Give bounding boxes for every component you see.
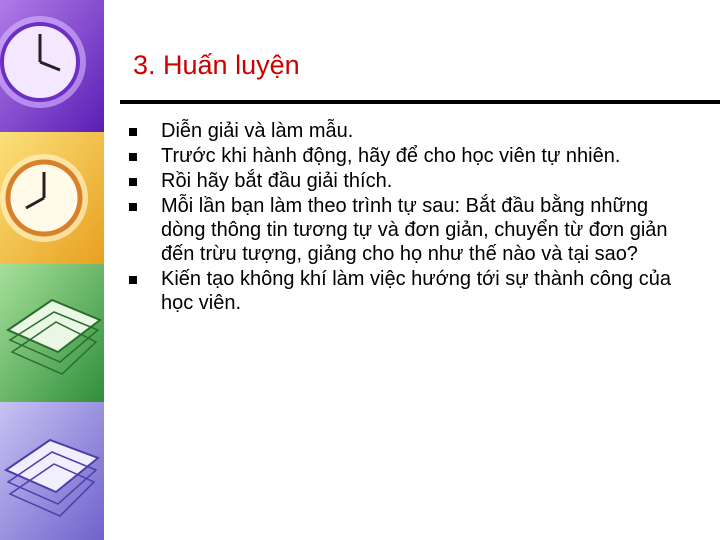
bullet-text: Kiến tạo không khí làm việc hướng tới sự thành công của học viên. (161, 268, 671, 314)
square-bullet-icon (129, 276, 137, 284)
bullet-text: Trước khi hành động, hãy để cho học viên tự nhiên. (161, 145, 621, 167)
square-bullet-icon (129, 153, 137, 161)
bullet-text: Rồi hãy bắt đầu giải thích. (161, 170, 393, 192)
bullet-text: Diễn giải và làm mẫu. (161, 120, 354, 142)
decorative-side-strip (0, 0, 104, 540)
square-bullet-icon (129, 178, 137, 186)
square-bullet-icon (129, 203, 137, 211)
title-divider (120, 100, 720, 104)
bullet-item (128, 119, 688, 143)
bullet-text: Mỗi lần bạn làm theo trình tự sau: Bắt đầu bằng những dòng thông tin tương tự và đơn giản, chuyển từ đơn giản đến trừu tượng, giảng cho họ như thế nào và tại sao? (161, 195, 668, 265)
slide-title: 3. Huấn luyện (133, 50, 300, 80)
bullet-item (128, 169, 688, 193)
bullet-item (128, 144, 688, 168)
clock-book-collage-image (0, 0, 104, 540)
square-bullet-icon (129, 128, 137, 136)
bullet-item (128, 267, 688, 315)
bullet-list (128, 119, 688, 316)
bullet-item (128, 194, 688, 266)
